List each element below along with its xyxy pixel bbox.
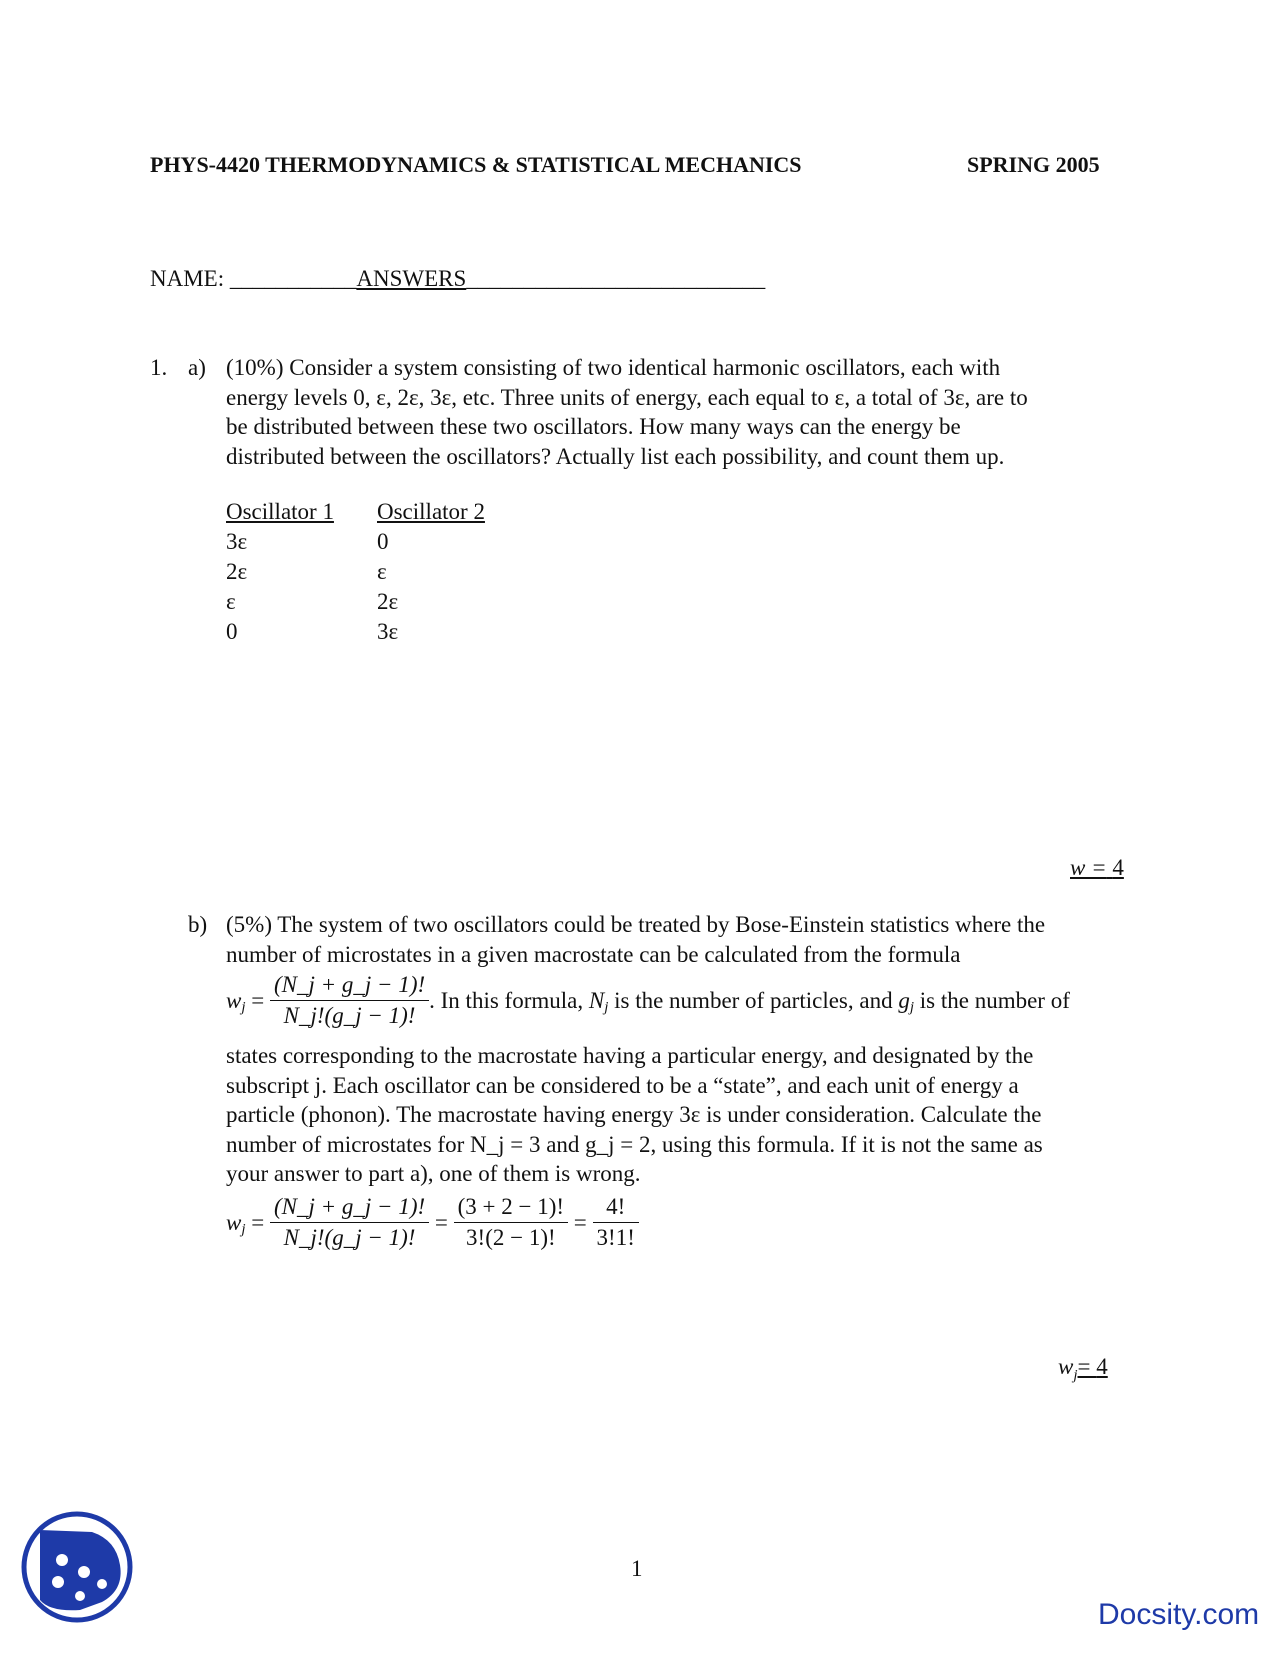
solution-fraction-2 bbox=[454, 1192, 568, 1253]
table-cell: 2ε bbox=[226, 559, 248, 584]
docsity-watermark: Docsity.com bbox=[1098, 1598, 1260, 1631]
part-a-label: a) bbox=[188, 355, 206, 380]
formula-var-n: N bbox=[588, 988, 605, 1013]
name-label: NAME: bbox=[150, 266, 225, 291]
name-line bbox=[150, 264, 765, 293]
part-b-line: subscript j. Each oscillator can be considered to be a “state”, and each unit of energy a bbox=[226, 1072, 1019, 1098]
table-cell: ε bbox=[377, 559, 387, 584]
formula-numerator: (N_j + g_j − 1)! bbox=[270, 970, 429, 1001]
oscillator-2-header: Oscillator 2 bbox=[377, 499, 485, 524]
part-b-line: your answer to part a), one of them is wrong. bbox=[226, 1161, 641, 1186]
part-b-line: number of microstates in a given macrostate can be calculated from the formula bbox=[226, 941, 961, 967]
table-cell: ε bbox=[226, 589, 236, 614]
page-number: 1 bbox=[631, 1556, 643, 1581]
solution-fraction-1 bbox=[270, 1192, 429, 1253]
solution-numerator-2: (3 + 2 − 1)! bbox=[454, 1192, 568, 1223]
table-cell: 3ε bbox=[377, 619, 399, 644]
formula-var-g-sub: j bbox=[909, 999, 915, 1016]
answer-a-value: 4 bbox=[1112, 855, 1124, 880]
formula-lhs-sub: j bbox=[241, 999, 246, 1016]
solution-lhs-sub: j bbox=[241, 1221, 246, 1238]
table-cell: 3ε bbox=[226, 529, 248, 554]
part-b-line: (5%) The system of two oscillators could be treated by Bose-Einstein statistics where the bbox=[226, 912, 1046, 937]
name-blank-before: ___________ bbox=[229, 266, 357, 291]
table-cell: 0 bbox=[226, 619, 238, 644]
answer-a-label: w = bbox=[1070, 855, 1107, 880]
oscillator-2-column bbox=[377, 497, 485, 647]
term-label: SPRING 2005 bbox=[967, 152, 1100, 177]
solution-fraction-3 bbox=[593, 1192, 639, 1253]
solution-equation: $w_j$ = $\frac{(N\_j + g\_j - 1)!}{N\_j!(g\_j - 1)!}$ = $\frac{(3 + 2 - 1)!}{3!(2 - 1)!}$ = $\frac{4!}{3!1!}$ bbox=[226, 1192, 639, 1253]
question-number: 1. bbox=[150, 355, 168, 380]
solution-numerator-3: 4! bbox=[593, 1192, 639, 1223]
solution-denominator-2: 3!(2 − 1)! bbox=[466, 1225, 556, 1250]
docsity-logo-icon bbox=[20, 1510, 134, 1624]
part-a-line: be distributed between these two oscillators. How many ways can the energy be bbox=[226, 414, 961, 439]
name-blank-after: __________________________ bbox=[466, 266, 766, 291]
part-a-line: distributed between the oscillators? Actually list each possibility, and count them up. bbox=[226, 443, 1005, 469]
solution-denominator-1: N_j!(g_j − 1)! bbox=[283, 1225, 416, 1250]
course-title: PHYS-4420 THERMODYNAMICS & STATISTICAL MECHANICS bbox=[150, 152, 802, 177]
table-cell: 0 bbox=[377, 529, 389, 554]
answer-b bbox=[1058, 1352, 1108, 1384]
solution-numerator-1: (N_j + g_j − 1)! bbox=[270, 1192, 429, 1223]
part-a-line: (10%) Consider a system consisting of two identical harmonic oscillators, each with bbox=[226, 355, 1001, 380]
formula-text-a: . In this formula, bbox=[429, 988, 589, 1013]
part-b-label: b) bbox=[188, 912, 208, 937]
answer-b-value: 4 bbox=[1096, 1354, 1108, 1379]
formula-text-b: is the number of particles, and bbox=[608, 988, 899, 1013]
solution-lhs: w bbox=[226, 1210, 242, 1235]
formula-lhs: w bbox=[226, 988, 242, 1013]
answer-a bbox=[1070, 853, 1124, 882]
answer-b-label: w bbox=[1058, 1354, 1074, 1379]
formula-var-g: g bbox=[898, 988, 910, 1013]
table-cell: 2ε bbox=[377, 589, 399, 614]
formula-var-n-sub: j bbox=[604, 999, 609, 1016]
part-b-intro bbox=[226, 910, 1141, 969]
answer-b-label-sub: j bbox=[1073, 1367, 1078, 1384]
part-b-line: number of microstates for N_j = 3 and g_j = 2, using this formula. If it is not the same as bbox=[226, 1131, 1043, 1157]
formula-fraction bbox=[270, 970, 429, 1031]
solution-denominator-3: 3!1! bbox=[596, 1225, 635, 1250]
part-b-line: particle (phonon). The macrostate having energy 3ε is under consideration. Calculate the bbox=[226, 1102, 1042, 1127]
part-b-body bbox=[226, 1041, 1141, 1189]
oscillator-1-header: Oscillator 1 bbox=[226, 499, 334, 524]
part-a-text bbox=[226, 353, 1141, 471]
formula-text-c: is the number of bbox=[914, 988, 1070, 1013]
part-b-line: states corresponding to the macrostate having a particular energy, and designated by the bbox=[226, 1043, 1034, 1068]
formula-line: $w_j$ = $\frac{(N\_j + g\_j - 1)!}{N\_j!(g\_j - 1)!}$ . In this formula, $N_j$ is the number of particles, and $g_j$ is the number of bbox=[226, 970, 1070, 1031]
name-value: ANSWERS bbox=[356, 266, 467, 291]
oscillator-1-column bbox=[226, 497, 334, 647]
answer-b-eq: = bbox=[1077, 1354, 1091, 1379]
part-a-line: energy levels 0, ε, 2ε, 3ε, etc. Three units of energy, each equal to ε, a total of 3ε, are to bbox=[226, 384, 1028, 410]
formula-denominator: N_j!(g_j − 1)! bbox=[283, 1003, 416, 1028]
